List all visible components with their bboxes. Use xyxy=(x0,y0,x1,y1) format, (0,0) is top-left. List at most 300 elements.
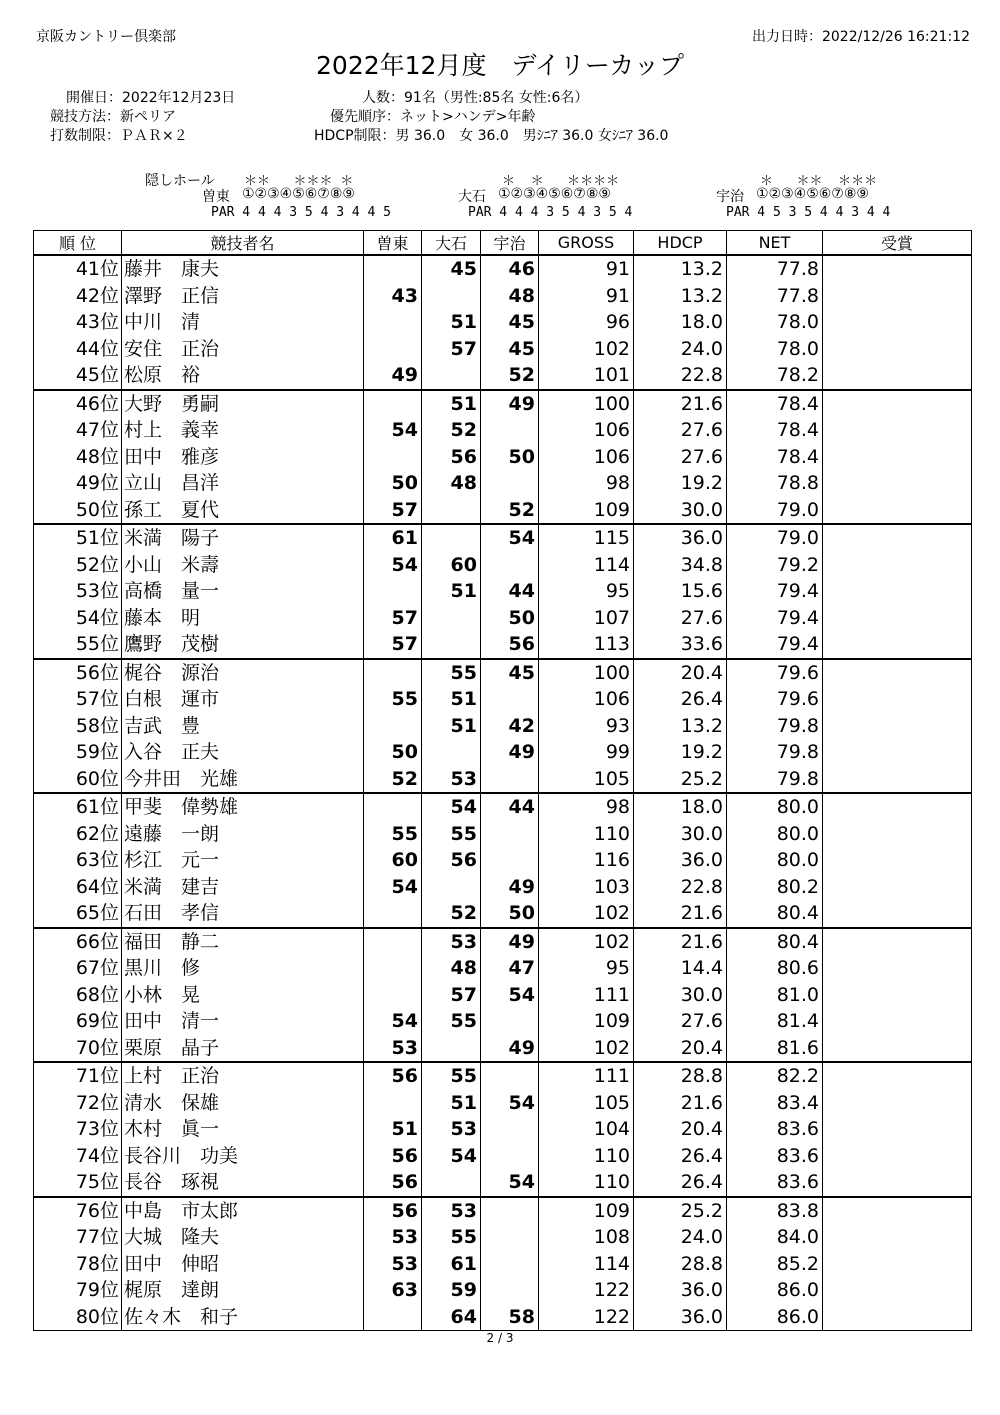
uji-score-cell: 50 xyxy=(481,444,539,471)
club-name: 京阪カントリー倶楽部 xyxy=(36,29,176,45)
ooishi-score-cell: 54 xyxy=(422,793,481,821)
uji-score-cell: 49 xyxy=(481,390,539,418)
gross-cell: 105 xyxy=(539,766,634,794)
table-row xyxy=(34,309,972,336)
rank-cell: 59位 xyxy=(34,739,122,766)
player-name-cell: 澤野 正信 xyxy=(122,283,364,310)
hdcp-cell: 36.0 xyxy=(634,524,727,552)
player-name-cell: 中島 市太郎 xyxy=(122,1197,364,1225)
table-row xyxy=(34,1008,972,1035)
sotou-score-cell xyxy=(364,955,422,982)
hdcp-cell: 26.4 xyxy=(634,1169,727,1197)
ooishi-score-cell xyxy=(422,605,481,632)
player-name-cell: 高橋 量一 xyxy=(122,578,364,605)
player-name-cell: 今井田 光雄 xyxy=(122,766,364,794)
header-net: NET xyxy=(727,231,823,256)
sotou-score-cell: 56 xyxy=(364,1197,422,1225)
table-row xyxy=(34,686,972,713)
net-cell: 79.8 xyxy=(727,766,823,794)
sotou-score-cell: 57 xyxy=(364,605,422,632)
table-row xyxy=(34,255,972,283)
uji-score-cell xyxy=(481,470,539,497)
table-row xyxy=(34,1224,972,1251)
rank-cell: 68位 xyxy=(34,982,122,1009)
ooishi-score-cell: 56 xyxy=(422,847,481,874)
net-cell: 79.8 xyxy=(727,739,823,766)
net-cell: 78.4 xyxy=(727,444,823,471)
award-cell xyxy=(823,659,972,687)
uji-score-cell xyxy=(481,1062,539,1090)
ooishi-score-cell xyxy=(422,497,481,525)
rank-cell: 41位 xyxy=(34,255,122,283)
award-cell xyxy=(823,713,972,740)
page-number: 2 / 3 xyxy=(486,1331,514,1345)
net-cell: 81.6 xyxy=(727,1035,823,1063)
ooishi-score-cell: 55 xyxy=(422,1008,481,1035)
ooishi-score-cell: 53 xyxy=(422,766,481,794)
hdcp-cell: 20.4 xyxy=(634,659,727,687)
hidden-stars-ooishi: ＊ ＊ ＊＊＊＊ xyxy=(502,174,620,189)
uji-score-cell xyxy=(481,686,539,713)
award-cell xyxy=(823,390,972,418)
gross-cell: 122 xyxy=(539,1304,634,1331)
gross-cell: 115 xyxy=(539,524,634,552)
award-cell xyxy=(823,444,972,471)
sotou-score-cell: 63 xyxy=(364,1277,422,1304)
gross-cell: 99 xyxy=(539,739,634,766)
hidden-stars-sotou: ＊＊ ＊＊＊ ＊ xyxy=(244,174,354,189)
table-row xyxy=(34,362,972,390)
uji-score-cell: 42 xyxy=(481,713,539,740)
award-cell xyxy=(823,1090,972,1117)
competition-method: 競技方法：新ペリア xyxy=(50,109,176,125)
player-name-cell: 孫工 夏代 xyxy=(122,497,364,525)
player-name-cell: 杉江 元一 xyxy=(122,847,364,874)
net-cell: 79.6 xyxy=(727,686,823,713)
rank-cell: 71位 xyxy=(34,1062,122,1090)
hdcp-cell: 27.6 xyxy=(634,1008,727,1035)
award-cell xyxy=(823,1035,972,1063)
table-row xyxy=(34,417,972,444)
sotou-score-cell: 56 xyxy=(364,1169,422,1197)
rank-cell: 51位 xyxy=(34,524,122,552)
ooishi-score-cell: 55 xyxy=(422,1224,481,1251)
par-row-uji: PAR 4 5 3 5 4 4 3 4 4 xyxy=(726,205,891,220)
award-cell xyxy=(823,928,972,956)
award-cell xyxy=(823,1169,972,1197)
course-name-sotou: 曽東 xyxy=(202,189,230,205)
gross-cell: 93 xyxy=(539,713,634,740)
player-name-cell: 鷹野 茂樹 xyxy=(122,631,364,659)
sotou-score-cell: 43 xyxy=(364,283,422,310)
course-name-uji: 宇治 xyxy=(716,189,744,205)
sotou-score-cell xyxy=(364,713,422,740)
uji-score-cell: 49 xyxy=(481,874,539,901)
net-cell: 86.0 xyxy=(727,1304,823,1331)
table-row xyxy=(34,497,972,525)
award-cell xyxy=(823,793,972,821)
uji-score-cell: 58 xyxy=(481,1304,539,1331)
gross-cell: 109 xyxy=(539,497,634,525)
table-row xyxy=(34,1277,972,1304)
table-row xyxy=(34,1169,972,1197)
player-name-cell: 田中 清一 xyxy=(122,1008,364,1035)
uji-score-cell xyxy=(481,552,539,579)
net-cell: 78.4 xyxy=(727,390,823,418)
award-cell xyxy=(823,1224,972,1251)
table-row xyxy=(34,283,972,310)
table-row xyxy=(34,524,972,552)
hdcp-cell: 20.4 xyxy=(634,1035,727,1063)
ooishi-score-cell: 53 xyxy=(422,928,481,956)
net-cell: 78.0 xyxy=(727,309,823,336)
ooishi-score-cell xyxy=(422,362,481,390)
rank-cell: 76位 xyxy=(34,1197,122,1225)
rank-cell: 42位 xyxy=(34,283,122,310)
player-name-cell: 大城 隆夫 xyxy=(122,1224,364,1251)
rank-cell: 46位 xyxy=(34,390,122,418)
hdcp-cell: 30.0 xyxy=(634,497,727,525)
net-cell: 83.4 xyxy=(727,1090,823,1117)
hdcp-cell: 22.8 xyxy=(634,362,727,390)
gross-cell: 110 xyxy=(539,1143,634,1170)
rank-cell: 55位 xyxy=(34,631,122,659)
net-cell: 77.8 xyxy=(727,283,823,310)
net-cell: 80.0 xyxy=(727,793,823,821)
hidden-hole-label: 隠しホール xyxy=(145,173,215,189)
rank-cell: 75位 xyxy=(34,1169,122,1197)
sotou-score-cell xyxy=(364,928,422,956)
uji-score-cell xyxy=(481,1143,539,1170)
player-name-cell: 大野 勇嗣 xyxy=(122,390,364,418)
priority-order: 優先順序：ネット>ハンデ>年齢 xyxy=(330,109,536,125)
player-name-cell: 米満 陽子 xyxy=(122,524,364,552)
rank-cell: 65位 xyxy=(34,900,122,928)
sotou-score-cell: 55 xyxy=(364,821,422,848)
award-cell xyxy=(823,1304,972,1331)
rank-cell: 45位 xyxy=(34,362,122,390)
hole-numbers-sotou: ①②③④⑤⑥⑦⑧⑨ xyxy=(242,186,355,202)
uji-score-cell xyxy=(481,1251,539,1278)
uji-score-cell: 44 xyxy=(481,793,539,821)
player-name-cell: 田中 伸昭 xyxy=(122,1251,364,1278)
ooishi-score-cell: 54 xyxy=(422,1143,481,1170)
header-ooishi: 大石 xyxy=(422,231,481,256)
sotou-score-cell: 54 xyxy=(364,874,422,901)
player-name-cell: 長谷 琢視 xyxy=(122,1169,364,1197)
gross-cell: 95 xyxy=(539,578,634,605)
award-cell xyxy=(823,524,972,552)
gross-cell: 113 xyxy=(539,631,634,659)
sotou-score-cell: 57 xyxy=(364,631,422,659)
ooishi-score-cell: 51 xyxy=(422,309,481,336)
rank-cell: 80位 xyxy=(34,1304,122,1331)
table-row xyxy=(34,390,972,418)
ooishi-score-cell xyxy=(422,631,481,659)
sotou-score-cell: 56 xyxy=(364,1062,422,1090)
table-row xyxy=(34,470,972,497)
hdcp-cell: 34.8 xyxy=(634,552,727,579)
table-row xyxy=(34,631,972,659)
hdcp-cell: 18.0 xyxy=(634,793,727,821)
award-cell xyxy=(823,1251,972,1278)
rank-cell: 63位 xyxy=(34,847,122,874)
uji-score-cell: 54 xyxy=(481,1169,539,1197)
award-cell xyxy=(823,1277,972,1304)
gross-cell: 100 xyxy=(539,659,634,687)
gross-cell: 116 xyxy=(539,847,634,874)
gross-cell: 106 xyxy=(539,417,634,444)
net-cell: 79.0 xyxy=(727,524,823,552)
award-cell xyxy=(823,417,972,444)
rank-cell: 53位 xyxy=(34,578,122,605)
uji-score-cell: 49 xyxy=(481,1035,539,1063)
uji-score-cell xyxy=(481,821,539,848)
sotou-score-cell: 54 xyxy=(364,417,422,444)
header-player-name: 競技者名 xyxy=(122,231,364,256)
course-name-ooishi: 大石 xyxy=(458,189,486,205)
rank-cell: 64位 xyxy=(34,874,122,901)
award-cell xyxy=(823,821,972,848)
uji-score-cell xyxy=(481,847,539,874)
gross-cell: 100 xyxy=(539,390,634,418)
hdcp-cell: 27.6 xyxy=(634,605,727,632)
sotou-score-cell: 61 xyxy=(364,524,422,552)
player-name-cell: 入谷 正夫 xyxy=(122,739,364,766)
uji-score-cell: 50 xyxy=(481,605,539,632)
table-row xyxy=(34,1304,972,1331)
table-row xyxy=(34,900,972,928)
sotou-score-cell: 53 xyxy=(364,1035,422,1063)
rank-cell: 62位 xyxy=(34,821,122,848)
rank-cell: 57位 xyxy=(34,686,122,713)
par-row-ooishi: PAR 4 4 4 3 5 4 3 5 4 xyxy=(468,205,633,220)
sotou-score-cell: 56 xyxy=(364,1143,422,1170)
ooishi-score-cell: 59 xyxy=(422,1277,481,1304)
sotou-score-cell: 53 xyxy=(364,1251,422,1278)
award-cell xyxy=(823,605,972,632)
ooishi-score-cell: 64 xyxy=(422,1304,481,1331)
gross-cell: 104 xyxy=(539,1116,634,1143)
net-cell: 78.0 xyxy=(727,336,823,363)
table-row xyxy=(34,1116,972,1143)
player-name-cell: 松原 裕 xyxy=(122,362,364,390)
award-cell xyxy=(823,686,972,713)
uji-score-cell: 56 xyxy=(481,631,539,659)
gross-cell: 122 xyxy=(539,1277,634,1304)
uji-score-cell: 49 xyxy=(481,928,539,956)
net-cell: 79.4 xyxy=(727,605,823,632)
rank-cell: 56位 xyxy=(34,659,122,687)
gross-cell: 102 xyxy=(539,900,634,928)
rank-cell: 43位 xyxy=(34,309,122,336)
uji-score-cell: 46 xyxy=(481,255,539,283)
gross-cell: 114 xyxy=(539,552,634,579)
hdcp-cell: 33.6 xyxy=(634,631,727,659)
gross-cell: 102 xyxy=(539,336,634,363)
table-row xyxy=(34,1062,972,1090)
gross-cell: 107 xyxy=(539,605,634,632)
award-cell xyxy=(823,309,972,336)
gross-cell: 106 xyxy=(539,686,634,713)
player-name-cell: 小林 晃 xyxy=(122,982,364,1009)
sotou-score-cell xyxy=(364,659,422,687)
net-cell: 78.8 xyxy=(727,470,823,497)
net-cell: 83.6 xyxy=(727,1169,823,1197)
hdcp-cell: 19.2 xyxy=(634,739,727,766)
uji-score-cell: 48 xyxy=(481,283,539,310)
table-row xyxy=(34,444,972,471)
net-cell: 83.8 xyxy=(727,1197,823,1225)
table-row xyxy=(34,578,972,605)
rank-cell: 49位 xyxy=(34,470,122,497)
table-row xyxy=(34,766,972,794)
sotou-score-cell xyxy=(364,578,422,605)
uji-score-cell: 52 xyxy=(481,497,539,525)
gross-cell: 98 xyxy=(539,470,634,497)
table-row xyxy=(34,928,972,956)
uji-score-cell xyxy=(481,417,539,444)
ooishi-score-cell: 53 xyxy=(422,1197,481,1225)
net-cell: 83.6 xyxy=(727,1143,823,1170)
net-cell: 80.0 xyxy=(727,821,823,848)
ooishi-score-cell: 51 xyxy=(422,686,481,713)
award-cell xyxy=(823,578,972,605)
net-cell: 84.0 xyxy=(727,1224,823,1251)
ooishi-score-cell: 52 xyxy=(422,417,481,444)
table-row xyxy=(34,739,972,766)
sotou-score-cell xyxy=(364,900,422,928)
hdcp-cell: 13.2 xyxy=(634,255,727,283)
hidden-stars-uji: ＊ ＊＊ ＊＊＊ xyxy=(760,174,878,189)
rank-cell: 47位 xyxy=(34,417,122,444)
ooishi-score-cell: 45 xyxy=(422,255,481,283)
uji-score-cell: 49 xyxy=(481,739,539,766)
results-table xyxy=(33,230,972,1331)
ooishi-score-cell: 51 xyxy=(422,713,481,740)
gross-cell: 103 xyxy=(539,874,634,901)
output-datetime: 出力日時：2022/12/26 16:21:12 xyxy=(751,29,970,45)
player-name-cell: 立山 昌洋 xyxy=(122,470,364,497)
player-name-cell: 栗原 晶子 xyxy=(122,1035,364,1063)
hdcp-cell: 28.8 xyxy=(634,1062,727,1090)
uji-score-cell: 50 xyxy=(481,900,539,928)
header-rank: 順 位 xyxy=(34,231,122,256)
header-award: 受賞 xyxy=(823,231,972,256)
uji-score-cell xyxy=(481,1224,539,1251)
rank-cell: 54位 xyxy=(34,605,122,632)
player-name-cell: 長谷川 功美 xyxy=(122,1143,364,1170)
gross-cell: 102 xyxy=(539,928,634,956)
net-cell: 79.8 xyxy=(727,713,823,740)
hdcp-cell: 19.2 xyxy=(634,470,727,497)
net-cell: 82.2 xyxy=(727,1062,823,1090)
hdcp-cell: 36.0 xyxy=(634,1277,727,1304)
table-row xyxy=(34,1035,972,1063)
rank-cell: 73位 xyxy=(34,1116,122,1143)
gross-cell: 91 xyxy=(539,283,634,310)
header-hdcp: HDCP xyxy=(634,231,727,256)
rank-cell: 44位 xyxy=(34,336,122,363)
sotou-score-cell xyxy=(364,444,422,471)
rank-cell: 79位 xyxy=(34,1277,122,1304)
player-name-cell: 藤井 康夫 xyxy=(122,255,364,283)
uji-score-cell: 45 xyxy=(481,309,539,336)
sotou-score-cell xyxy=(364,309,422,336)
table-row xyxy=(34,847,972,874)
player-name-cell: 黒川 修 xyxy=(122,955,364,982)
rank-cell: 66位 xyxy=(34,928,122,956)
hdcp-cell: 13.2 xyxy=(634,713,727,740)
net-cell: 80.6 xyxy=(727,955,823,982)
hole-numbers-ooishi: ①②③④⑤⑥⑦⑧⑨ xyxy=(498,186,611,202)
ooishi-score-cell: 53 xyxy=(422,1116,481,1143)
net-cell: 78.4 xyxy=(727,417,823,444)
gross-cell: 110 xyxy=(539,821,634,848)
uji-score-cell: 54 xyxy=(481,524,539,552)
gross-cell: 111 xyxy=(539,1062,634,1090)
sotou-score-cell xyxy=(364,390,422,418)
net-cell: 79.2 xyxy=(727,552,823,579)
uji-score-cell: 44 xyxy=(481,578,539,605)
award-cell xyxy=(823,766,972,794)
player-name-cell: 甲斐 偉勢雄 xyxy=(122,793,364,821)
table-row xyxy=(34,874,972,901)
ooishi-score-cell xyxy=(422,283,481,310)
sotou-score-cell: 50 xyxy=(364,739,422,766)
hdcp-cell: 21.6 xyxy=(634,1090,727,1117)
ooishi-score-cell xyxy=(422,1035,481,1063)
ooishi-score-cell: 56 xyxy=(422,444,481,471)
ooishi-score-cell: 55 xyxy=(422,821,481,848)
hdcp-cell: 20.4 xyxy=(634,1116,727,1143)
sotou-score-cell xyxy=(364,982,422,1009)
gross-cell: 98 xyxy=(539,793,634,821)
award-cell xyxy=(823,1143,972,1170)
table-header-row xyxy=(34,231,972,256)
ooishi-score-cell: 57 xyxy=(422,336,481,363)
rank-cell: 58位 xyxy=(34,713,122,740)
ooishi-score-cell xyxy=(422,739,481,766)
sotou-score-cell: 51 xyxy=(364,1116,422,1143)
player-count: 人数：91名（男性:85名 女性:6名） xyxy=(362,90,589,106)
player-name-cell: 吉武 豊 xyxy=(122,713,364,740)
hdcp-cell: 18.0 xyxy=(634,309,727,336)
table-row xyxy=(34,1197,972,1225)
hdcp-cell: 30.0 xyxy=(634,821,727,848)
player-name-cell: 遠藤 一朗 xyxy=(122,821,364,848)
award-cell xyxy=(823,847,972,874)
net-cell: 85.2 xyxy=(727,1251,823,1278)
net-cell: 79.6 xyxy=(727,659,823,687)
award-cell xyxy=(823,1116,972,1143)
ooishi-score-cell: 51 xyxy=(422,1090,481,1117)
ooishi-score-cell xyxy=(422,874,481,901)
sotou-score-cell: 55 xyxy=(364,686,422,713)
hdcp-cell: 14.4 xyxy=(634,955,727,982)
rank-cell: 70位 xyxy=(34,1035,122,1063)
header-uji: 宇治 xyxy=(481,231,539,256)
rank-cell: 60位 xyxy=(34,766,122,794)
uji-score-cell xyxy=(481,1008,539,1035)
gross-cell: 106 xyxy=(539,444,634,471)
sotou-score-cell: 54 xyxy=(364,1008,422,1035)
sotou-score-cell: 50 xyxy=(364,470,422,497)
net-cell: 78.2 xyxy=(727,362,823,390)
sotou-score-cell: 60 xyxy=(364,847,422,874)
ooishi-score-cell xyxy=(422,524,481,552)
table-row xyxy=(34,793,972,821)
